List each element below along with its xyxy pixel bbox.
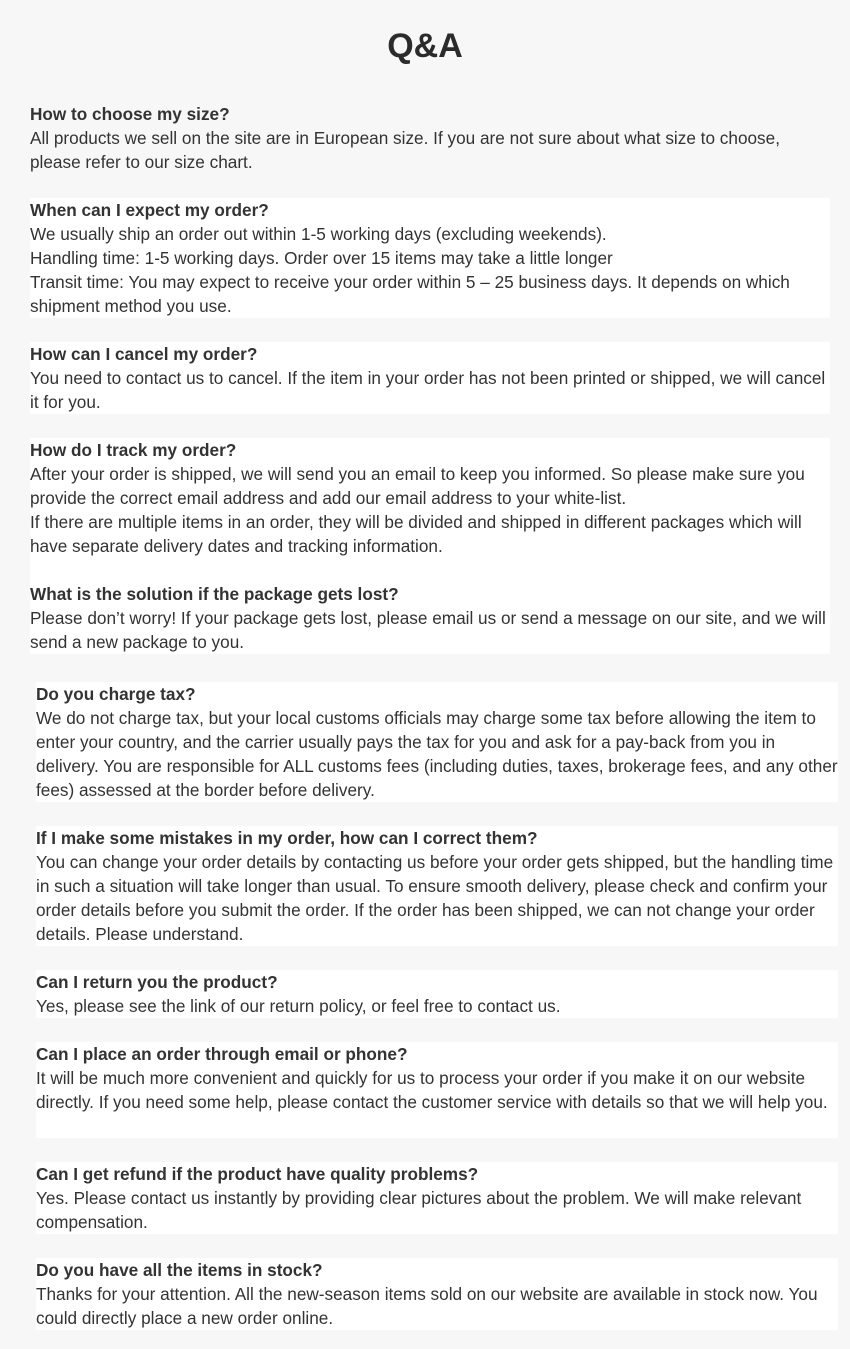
faq-question: If I make some mistakes in my order, how can I correct them? — [36, 828, 538, 848]
faq-question: When can I expect my order? — [30, 200, 269, 220]
faq-question: Do you have all the items in stock? — [36, 1260, 323, 1280]
faq-question: Do you charge tax? — [36, 684, 196, 704]
faq-answer: Thanks for your attention. All the new-season items sold on our website are available in stock now. You could directly place a new order online. — [36, 1284, 818, 1328]
faq-answer: If there are multiple items in an order, they will be divided and shipped in different packages which will have separate delivery dates and tracking information. — [30, 512, 802, 556]
faq-answer: You can change your order details by contacting us before your order gets shipped, but the handling time in such a situation will take longer than usual. To ensure smooth delivery, please check and confirm your order details before you submit the order. If the order has been shipped, we can not change your order details. Please understand. — [36, 852, 834, 944]
faq-answer: After your order is shipped, we will send you an email to keep you informed. So please make sure you provide the correct email address and add our email address to your white-list. — [30, 464, 805, 508]
faq-item-size — [30, 102, 830, 174]
faq-item-order-timing — [30, 198, 830, 318]
faq-answer: Transit time: You may expect to receive your order within 5 – 25 business days. It depends on which shipment method you use. — [30, 272, 790, 316]
faq-question: Can I place an order through email or phone? — [36, 1044, 408, 1064]
faq-answer: Handling time: 1-5 working days. Order over 15 items may take a little longer — [30, 248, 613, 268]
faq-answer: Yes. Please contact us instantly by providing clear pictures about the problem. We will make relevant compensation. — [36, 1188, 802, 1232]
faq-answer: What is the solution if the package gets lost? — [30, 584, 399, 604]
faq-answer: Please don’t worry! If your package gets lost, please email us or send a message on our site, and we will send a new package to you. — [30, 608, 826, 652]
faq-item-email-phone — [36, 1042, 838, 1138]
faq-question: Can I get refund if the product have quality problems? — [36, 1164, 479, 1184]
faq-answer: We do not charge tax, but your local customs officials may charge some tax before allowing the item to enter your country, and the carrier usually pays the tax for you and ask for a pay-back from you in delivery. You are responsible for ALL customs fees (including duties, taxes, brokerage fees, and any other fees) assessed at the border before delivery. — [36, 708, 838, 800]
faq-question: How do I track my order? — [30, 440, 237, 460]
faq-question: How to choose my size? — [30, 104, 230, 124]
faq-item-mistakes — [36, 826, 838, 946]
faq-question: How can I cancel my order? — [30, 344, 258, 364]
faq-item-tracking — [30, 438, 830, 654]
faq-answer: All products we sell on the site are in European size. If you are not sure about what size to choose, please refer to our size chart. — [30, 128, 780, 172]
faq-answer: You need to contact us to cancel. If the item in your order has not been printed or shipped, we will cancel it for you. — [30, 368, 826, 412]
faq-question: Can I return you the product? — [36, 972, 278, 992]
faq-item-tax — [36, 682, 838, 802]
faq-answer: It will be much more convenient and quickly for us to process your order if you make it on our website directly. If you need some help, please contact the customer service with details so that we will help you. — [36, 1068, 828, 1112]
faq-item-cancel — [30, 342, 830, 414]
faq-item-return — [36, 970, 838, 1018]
faq-answer: Yes, please see the link of our return policy, or feel free to contact us. — [36, 996, 561, 1016]
faq-item-refund — [36, 1162, 838, 1234]
faq-item-stock — [36, 1258, 838, 1330]
faq-answer: We usually ship an order out within 1-5 working days (excluding weekends). — [30, 224, 607, 244]
page-title: Q&A — [387, 27, 463, 65]
